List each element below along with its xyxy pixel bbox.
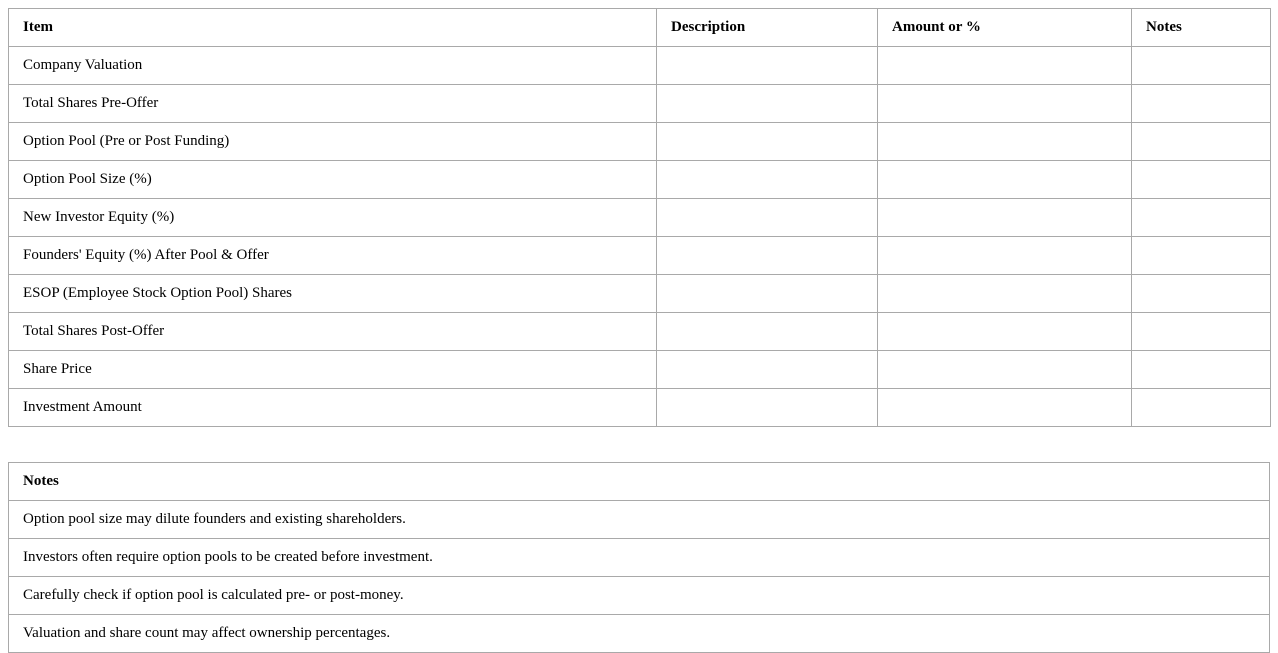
cell-notes (1132, 351, 1271, 389)
table-row (9, 389, 1271, 427)
cell-description (657, 275, 878, 313)
notes-row (9, 501, 1270, 539)
note-text: Carefully check if option pool is calculated pre- or post-money. (9, 577, 1270, 615)
note-text: Valuation and share count may affect ownership percentages. (9, 615, 1270, 653)
cell-description (657, 47, 878, 85)
cell-item: Option Pool (Pre or Post Funding) (9, 123, 657, 161)
table-row (9, 85, 1271, 123)
cell-item: ESOP (Employee Stock Option Pool) Shares (9, 275, 657, 313)
notes-row (9, 539, 1270, 577)
cell-description (657, 85, 878, 123)
table-row (9, 161, 1271, 199)
note-text: Investors often require option pools to be created before investment. (9, 539, 1270, 577)
cell-description (657, 313, 878, 351)
cell-notes (1132, 123, 1271, 161)
table-row (9, 237, 1271, 275)
cell-amount (878, 351, 1132, 389)
cell-item: New Investor Equity (%) (9, 199, 657, 237)
cell-item: Founders' Equity (%) After Pool & Offer (9, 237, 657, 275)
header-amount: Amount or % (878, 9, 1132, 47)
cell-item: Option Pool Size (%) (9, 161, 657, 199)
note-text: Option pool size may dilute founders and existing shareholders. (9, 501, 1270, 539)
table-row (9, 275, 1271, 313)
table-row (9, 199, 1271, 237)
cell-item: Share Price (9, 351, 657, 389)
cell-notes (1132, 85, 1271, 123)
cell-description (657, 389, 878, 427)
cell-item: Company Valuation (9, 47, 657, 85)
table-row (9, 313, 1271, 351)
cell-amount (878, 161, 1132, 199)
table-row (9, 47, 1271, 85)
cell-amount (878, 389, 1132, 427)
notes-header-row (9, 463, 1270, 501)
header-item: Item (9, 9, 657, 47)
cell-item: Total Shares Post-Offer (9, 313, 657, 351)
cell-description (657, 237, 878, 275)
cell-amount (878, 313, 1132, 351)
cell-notes (1132, 389, 1271, 427)
notes-table (8, 462, 1270, 653)
header-description: Description (657, 9, 878, 47)
cell-notes (1132, 237, 1271, 275)
cell-amount (878, 237, 1132, 275)
cell-amount (878, 123, 1132, 161)
cell-item: Total Shares Pre-Offer (9, 85, 657, 123)
cell-description (657, 123, 878, 161)
cell-notes (1132, 199, 1271, 237)
cell-description (657, 161, 878, 199)
header-notes: Notes (1132, 9, 1271, 47)
cell-amount (878, 275, 1132, 313)
cell-item: Investment Amount (9, 389, 657, 427)
cell-amount (878, 85, 1132, 123)
table-row (9, 123, 1271, 161)
cell-amount (878, 47, 1132, 85)
table-header-row (9, 9, 1271, 47)
cell-description (657, 351, 878, 389)
option-pool-table (8, 8, 1271, 427)
notes-row (9, 615, 1270, 653)
cell-description (657, 199, 878, 237)
cell-notes (1132, 275, 1271, 313)
cell-amount (878, 199, 1132, 237)
notes-row (9, 577, 1270, 615)
notes-header: Notes (9, 463, 1270, 501)
cell-notes (1132, 161, 1271, 199)
cell-notes (1132, 313, 1271, 351)
cell-notes (1132, 47, 1271, 85)
table-row (9, 351, 1271, 389)
